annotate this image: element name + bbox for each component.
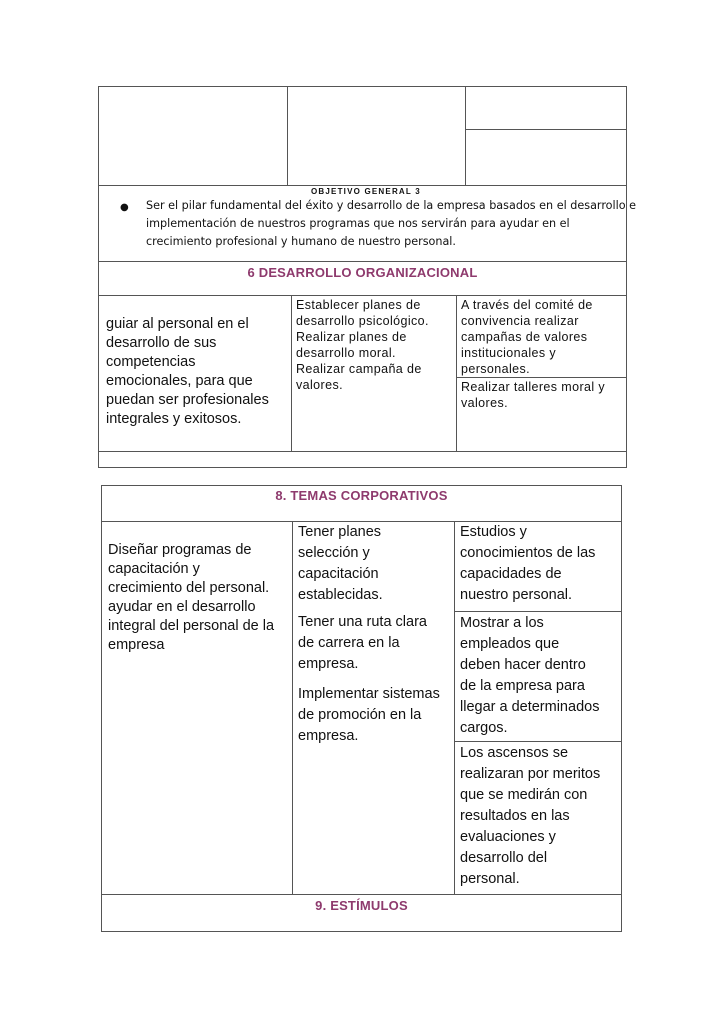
table-border: [101, 485, 102, 932]
objetivo-line: Ser el pilar fundamental del éxito y desarrollo de la empresa basados en el desarrollo e: [146, 199, 637, 212]
col1-line: guiar al personal en el: [106, 316, 249, 332]
table-border: [98, 261, 627, 262]
table-border: [98, 451, 627, 452]
table-border: [98, 295, 627, 296]
col2-line: Implementar sistemas: [298, 686, 440, 702]
col3-line: personales.: [461, 362, 531, 376]
table-border: [454, 521, 455, 895]
col2-line: empresa.: [298, 656, 359, 672]
col3-line: campañas de valores: [461, 330, 588, 344]
objetivo-line: implementación de nuestros programas que nos servirán para ayudar en el: [146, 217, 570, 230]
col1-line: crecimiento del personal.: [108, 580, 270, 596]
col2-line: Establecer planes de: [296, 298, 421, 312]
table-border: [465, 86, 466, 186]
objetivo-title: OBJETIVO GENERAL 3: [311, 187, 421, 196]
col3-line: empleados que: [460, 636, 560, 652]
col2-line: empresa.: [298, 728, 359, 744]
col1-line: capacitación y: [108, 561, 200, 577]
col3-line: deben hacer dentro: [460, 657, 586, 673]
table-border: [456, 377, 627, 378]
col1-line: competencias: [106, 354, 196, 370]
col3-line: valores.: [461, 396, 508, 410]
col2-line: selección y: [298, 545, 370, 561]
col1-line: empresa: [108, 637, 165, 653]
col2-line: Realizar planes de: [296, 330, 407, 344]
col1-line: integrales y exitosos.: [106, 411, 242, 427]
col1-line: ayudar en el desarrollo: [108, 599, 256, 615]
col3-line: cargos.: [460, 720, 508, 736]
section-title: 6 DESARROLLO ORGANIZACIONAL: [247, 265, 478, 280]
col3-line: Estudios y: [460, 524, 527, 540]
col2-line: de carrera en la: [298, 635, 400, 651]
table-border: [101, 894, 622, 895]
col2-line: desarrollo moral.: [296, 346, 396, 360]
table-border: [454, 611, 622, 612]
section-title: 8. TEMAS CORPORATIVOS: [275, 488, 448, 503]
table-border: [101, 931, 622, 932]
objetivo-line: crecimiento profesional y humano de nuestro personal.: [146, 235, 456, 248]
col3-line: Los ascensos se: [460, 745, 569, 761]
col1-line: puedan ser profesionales: [106, 392, 269, 408]
col3-line: resultados en las: [460, 808, 570, 824]
col3-line: convivencia realizar: [461, 314, 579, 328]
col2-line: capacitación: [298, 566, 379, 582]
col3-line: A través del comité de: [461, 298, 593, 312]
col2-line: valores.: [296, 378, 343, 392]
col3-line: llegar a determinados: [460, 699, 600, 715]
table-border: [101, 485, 622, 486]
col2-line: Realizar campaña de: [296, 362, 422, 376]
table-border: [456, 295, 457, 451]
table-border: [98, 86, 627, 87]
col2-line: establecidas.: [298, 587, 383, 603]
col3-line: Mostrar a los: [460, 615, 544, 631]
col1-line: desarrollo de sus: [106, 335, 217, 351]
col3-line: institucionales y: [461, 346, 557, 360]
col3-line: desarrollo del: [460, 850, 548, 866]
col1-line: Diseñar programas de: [108, 542, 252, 558]
col3-line: capacidades de: [460, 566, 562, 582]
col3-line: personal.: [460, 871, 520, 887]
table-border: [292, 521, 293, 895]
col3-line: de la empresa para: [460, 678, 585, 694]
table-border: [98, 467, 627, 468]
col3-line: conocimientos de las: [460, 545, 596, 561]
col3-line: Realizar talleres moral y: [461, 380, 606, 394]
col3-line: que se medirán con: [460, 787, 588, 803]
col1-line: integral del personal de la: [108, 618, 275, 634]
table-border: [98, 185, 627, 186]
table-border: [291, 295, 292, 451]
table-border: [454, 741, 622, 742]
col3-line: nuestro personal.: [460, 587, 573, 603]
col2-line: Tener una ruta clara: [298, 614, 427, 630]
col2-line: desarrollo psicológico.: [296, 314, 429, 328]
col3-line: evaluaciones y: [460, 829, 556, 845]
bullet: ●: [120, 202, 129, 213]
table-border: [287, 86, 288, 186]
footer-title: 9. ESTÍMULOS: [315, 898, 408, 913]
col2-line: Tener planes: [298, 524, 382, 540]
table-border: [621, 485, 622, 932]
table-border: [465, 129, 627, 130]
col1-line: emocionales, para que: [106, 373, 253, 389]
col3-line: realizaran por meritos: [460, 766, 601, 782]
col2-line: de promoción en la: [298, 707, 422, 723]
